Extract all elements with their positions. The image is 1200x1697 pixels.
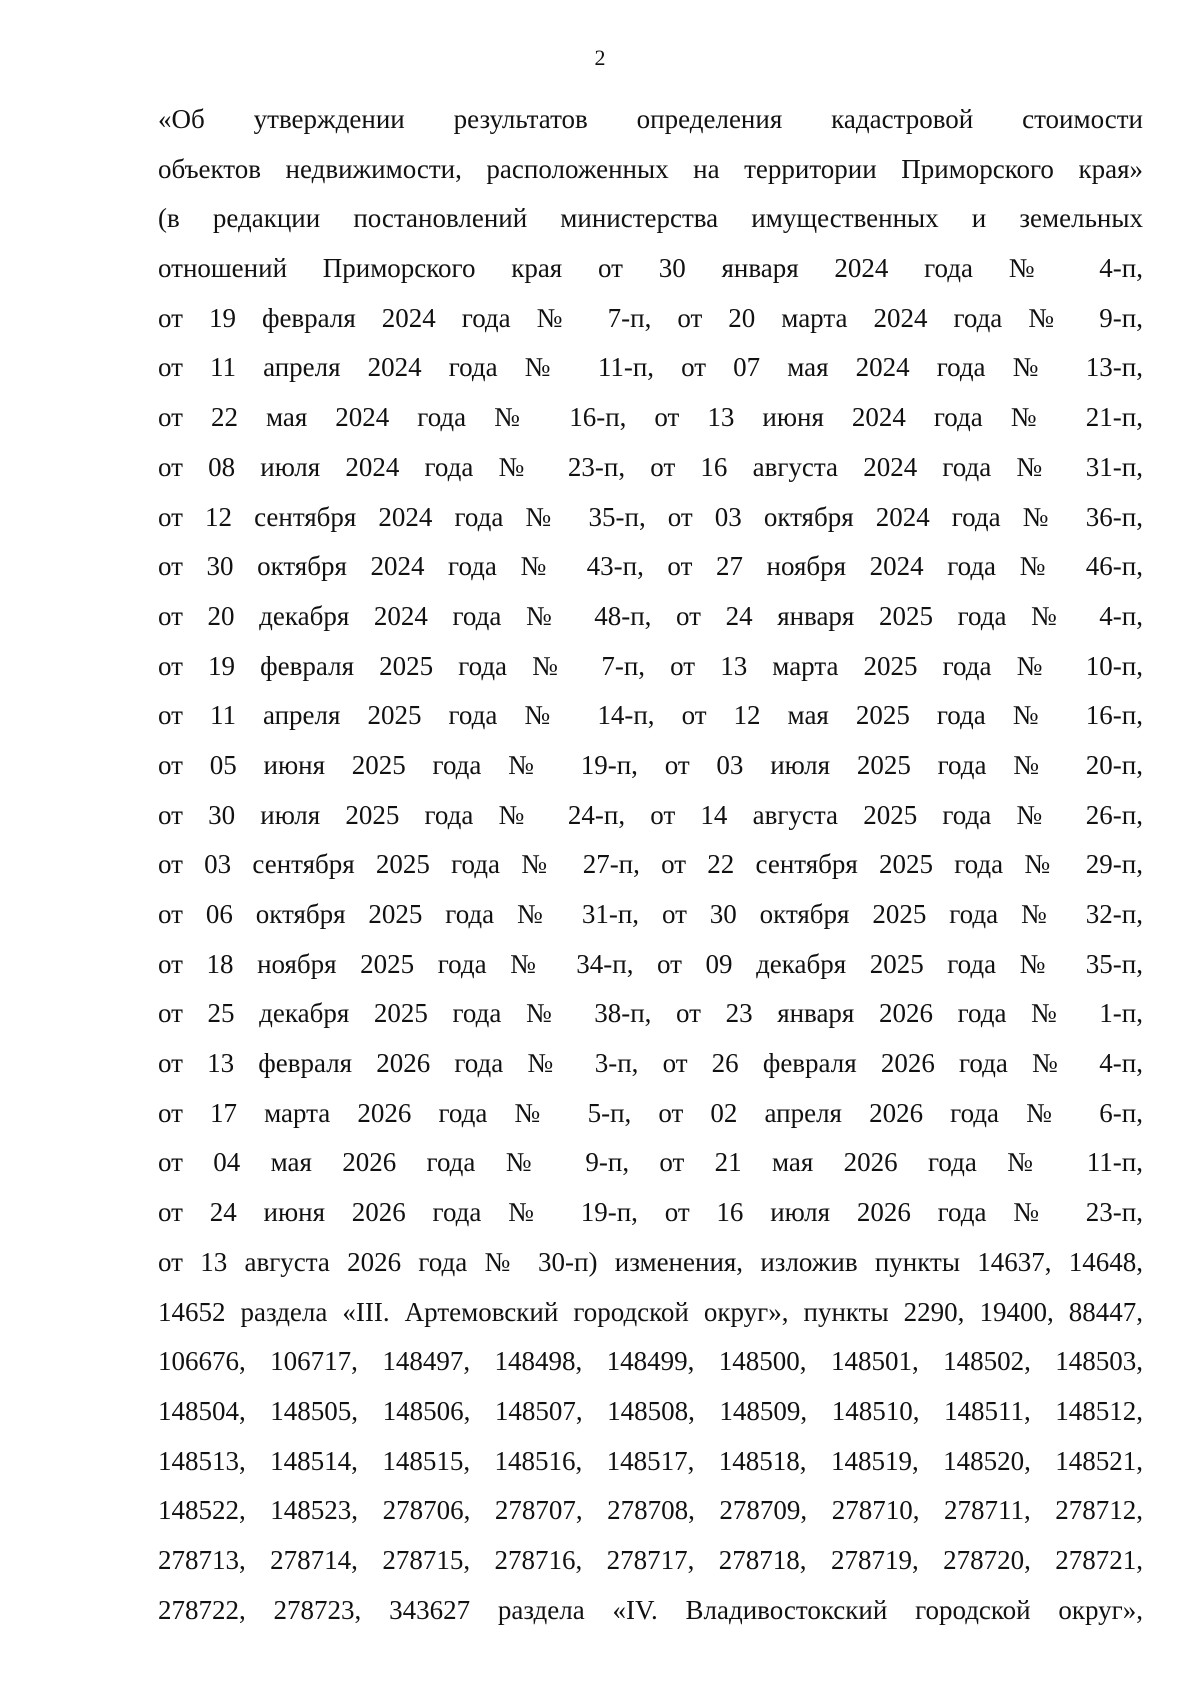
text-line: «Об утверждении результатов определения кадастровой стоимости bbox=[158, 104, 1143, 134]
text-line: объектов недвижимости, расположенных на территории Приморского края» bbox=[158, 153, 1143, 184]
text-line: от 08 июля 2024 года № 23-п, от 16 августа 2024 года № 31-п, bbox=[158, 451, 1143, 482]
text-line: от 05 июня 2025 года № 19-п, от 03 июля 2025 года № 20-п, bbox=[158, 749, 1143, 780]
text-line: от 24 июня 2026 года № 19-п, от 16 июля 2026 года № 23-п, bbox=[158, 1197, 1143, 1228]
text-line: отношений Приморского края от 30 января 2024 года № 4-п, bbox=[158, 253, 1143, 284]
text-line: от 03 сентября 2025 года № 27-п, от 22 сентября 2025 года № 29-п, bbox=[158, 849, 1143, 880]
text-line: от 13 августа 2026 года № 30-п) изменения, изложив пункты 14637, 14648, bbox=[158, 1246, 1143, 1277]
text-line: от 19 февраля 2025 года № 7-п, от 13 марта 2025 года № 10-п, bbox=[158, 650, 1143, 681]
text-line: (в редакции постановлений министерства имущественных и земельных bbox=[158, 203, 1143, 234]
text-line: от 30 октября 2024 года № 43-п, от 27 ноября 2024 года № 46-п, bbox=[158, 551, 1143, 582]
text-line: 148513, 148514, 148515, 148516, 148517, 148518, 148519, 148520, 148521, bbox=[158, 1445, 1143, 1476]
text-line: от 04 мая 2026 года № 9-п, от 21 мая 2026 года № 11-п, bbox=[158, 1147, 1143, 1178]
text-line: 278722, 278723, 343627 раздела «IV. Владивостокский городской округ», bbox=[158, 1594, 1143, 1625]
text-line: от 17 марта 2026 года № 5-п, от 02 апреля 2026 года № 6-п, bbox=[158, 1097, 1143, 1128]
text-line: от 18 ноября 2025 года № 34-п, от 09 декабря 2025 года № 35-п, bbox=[158, 948, 1143, 979]
text-line: 106676, 106717, 148497, 148498, 148499, 148500, 148501, 148502, 148503, bbox=[158, 1346, 1143, 1377]
text-line: 14652 раздела «III. Артемовский городской округ», пункты 2290, 19400, 88447, bbox=[158, 1296, 1143, 1327]
text-line: от 12 сентября 2024 года № 35-п, от 03 октября 2024 года № 36-п, bbox=[158, 501, 1143, 532]
text-line: от 20 декабря 2024 года № 48-п, от 24 января 2025 года № 4-п, bbox=[158, 600, 1143, 631]
text-line: от 22 мая 2024 года № 16-п, от 13 июня 2024 года № 21-п, bbox=[158, 402, 1143, 433]
text-line: 148522, 148523, 278706, 278707, 278708, 278709, 278710, 278711, 278712, bbox=[158, 1495, 1143, 1526]
document-body bbox=[158, 95, 1143, 1635]
text-line: 148504, 148505, 148506, 148507, 148508, 148509, 148510, 148511, 148512, bbox=[158, 1395, 1143, 1426]
text-line: от 30 июля 2025 года № 24-п, от 14 августа 2025 года № 26-п, bbox=[158, 799, 1143, 830]
text-line: от 06 октября 2025 года № 31-п, от 30 октября 2025 года № 32-п, bbox=[158, 899, 1143, 929]
text-line: от 11 апреля 2025 года № 14-п, от 12 мая 2025 года № 16-п, bbox=[158, 700, 1143, 731]
text-line: от 11 апреля 2024 года № 11-п, от 07 мая 2024 года № 13-п, bbox=[158, 352, 1143, 383]
text-line: 278713, 278714, 278715, 278716, 278717, 278718, 278719, 278720, 278721, bbox=[158, 1544, 1143, 1575]
text-line: от 19 февраля 2024 года № 7-п, от 20 марта 2024 года № 9-п, bbox=[158, 302, 1143, 333]
text-line: от 13 февраля 2026 года № 3-п, от 26 февраля 2026 года № 4-п, bbox=[158, 1048, 1143, 1079]
text-line: от 25 декабря 2025 года № 38-п, от 23 января 2026 года № 1-п, bbox=[158, 998, 1143, 1029]
page-number: 2 bbox=[594, 45, 606, 70]
